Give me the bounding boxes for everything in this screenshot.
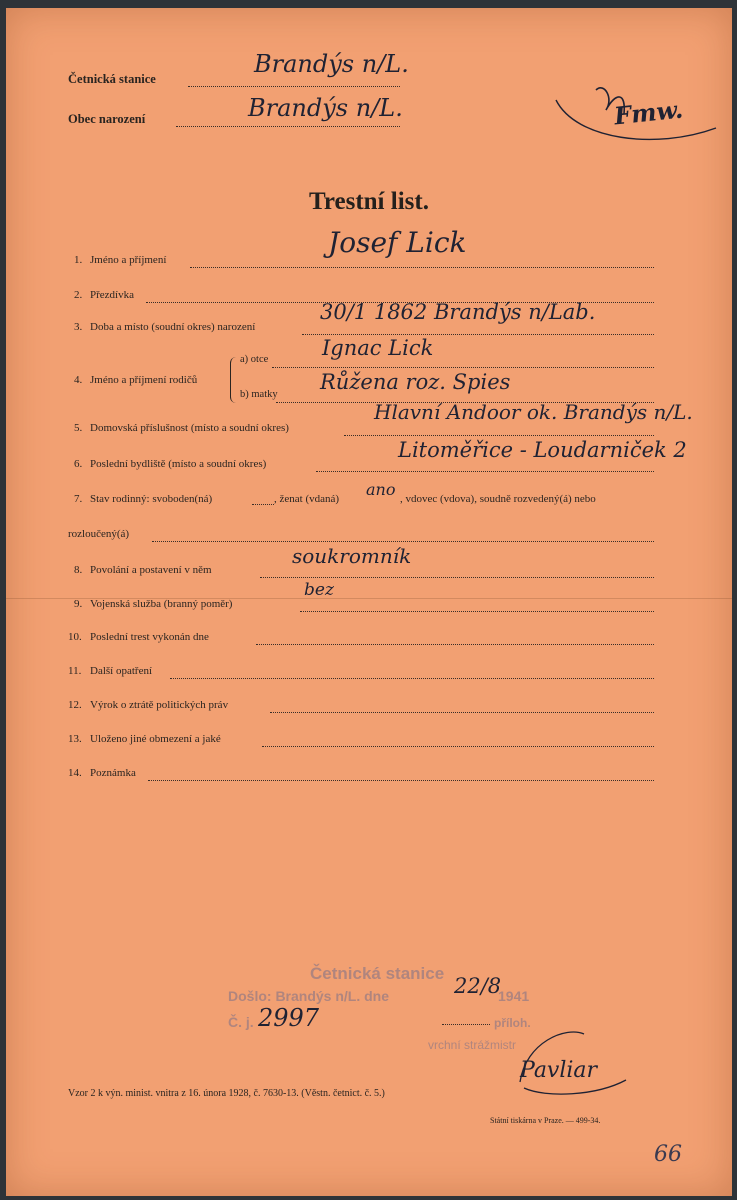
field-3-number: 3.	[74, 321, 83, 333]
field-4-label: Jméno a příjmení rodičů	[90, 374, 198, 386]
field-4-number: 4.	[74, 374, 83, 386]
field-13-number: 13.	[68, 733, 82, 745]
field-7-line-a	[252, 504, 274, 505]
birthplace-line	[176, 126, 400, 127]
corner-note: Fmw.	[612, 94, 685, 131]
field-11-number: 11.	[68, 665, 82, 677]
field-4b-label: b) matky	[240, 389, 278, 400]
field-4a-line	[272, 367, 654, 368]
field-8-line	[260, 577, 654, 578]
field-8-value: soukromník	[292, 544, 412, 568]
field-9-line	[300, 611, 654, 612]
field-7-value: ano	[366, 480, 396, 499]
birthplace-label: Obec narození	[68, 112, 146, 126]
field-7-number: 7.	[74, 493, 83, 505]
signature-flourish	[506, 1022, 636, 1102]
field-9-value: bez	[304, 580, 334, 600]
field-6-number: 6.	[74, 458, 83, 470]
field-14-label: Poznámka	[90, 767, 136, 779]
stamp-year: 1941	[498, 988, 530, 1004]
stamp-attachments-line	[442, 1024, 490, 1025]
stamp-line1: Četnická stanice	[310, 964, 445, 983]
field-12-label: Výrok o ztrátě politických práv	[90, 699, 229, 711]
stamp-cj-label: Č. j.	[228, 1014, 254, 1030]
birthplace-value: Brandýs n/L.	[248, 94, 403, 122]
parents-brace	[230, 357, 239, 403]
field-10-label: Poslední trest vykonán dne	[90, 631, 209, 643]
field-1-value: Josef Lick	[328, 226, 467, 259]
field-5-label: Domovská příslušnost (místo a soudní okres)	[90, 422, 289, 434]
field-12-number: 12.	[68, 699, 82, 711]
station-line	[188, 86, 400, 87]
field-5-line	[344, 435, 654, 436]
page-note: 66	[654, 1142, 682, 1167]
field-4a-label: a) otce	[240, 354, 269, 365]
field-7-label-c: , vdovec (vdova), soudně rozvedený(á) nebo	[400, 493, 596, 505]
field-13-line	[262, 746, 654, 747]
field-3-value: 30/1 1862 Brandýs n/Lab.	[320, 300, 596, 324]
field-5-number: 5.	[74, 422, 83, 434]
station-value: Brandýs n/L.	[254, 50, 409, 78]
field-4b-value: Růžena roz. Spies	[320, 370, 511, 394]
field-3-line	[302, 334, 654, 335]
document-page	[6, 8, 732, 1196]
field-10-number: 10.	[68, 631, 82, 643]
field-2-number: 2.	[74, 289, 83, 301]
printer-note: Státní tiskárna v Praze. — 499-34.	[490, 1116, 601, 1125]
officer-signature: Pavliar	[520, 1058, 598, 1083]
field-1-label: Jméno a příjmení	[90, 254, 167, 266]
form-template-note: Vzor 2 k výn. minist. vnitra z 16. února 1928, č. 7630-13. (Věstn. četnict. č. 5.)	[68, 1088, 385, 1099]
field-1-line	[190, 267, 654, 268]
field-6-value: Litoměřice - Loudarniček 2	[398, 438, 687, 462]
field-13-label: Uloženo jiné obmezení a jaké	[90, 733, 221, 745]
field-14-number: 14.	[68, 767, 82, 779]
field-11-label: Další opatření	[90, 665, 153, 677]
field-10-line	[256, 644, 654, 645]
field-7-line-b	[152, 541, 654, 542]
field-9-label: Vojenská služba (branný poměr)	[90, 598, 233, 610]
field-1-number: 1.	[74, 254, 83, 266]
field-6-line	[316, 471, 654, 472]
field-8-number: 8.	[74, 564, 83, 576]
stamp-date: 22/8	[454, 974, 502, 998]
field-7-label-line2: rozloučený(á)	[68, 528, 130, 540]
field-2-label: Přezdívka	[90, 289, 134, 301]
field-7-label-a: Stav rodinný: svoboden(ná)	[90, 493, 213, 505]
corner-scribble	[546, 70, 726, 150]
document-title: Trestní list.	[309, 188, 429, 215]
field-8-label: Povolání a postavení v něm	[90, 564, 212, 576]
field-11-line	[170, 678, 654, 679]
stamp-cj-value: 2997	[258, 1004, 320, 1032]
station-label: Četnická stanice	[68, 72, 156, 86]
field-12-line	[270, 712, 654, 713]
field-3-label: Doba a místo (soudní okres) narození	[90, 321, 256, 333]
stamp-line2: Došlo: Brandýs n/L. dne	[228, 988, 390, 1004]
field-7-label-b: , ženat (vdaná)	[274, 493, 340, 505]
field-9-number: 9.	[74, 598, 83, 610]
officer-title: vrchní strážmistr	[428, 1038, 517, 1052]
field-4a-value: Ignac Lick	[322, 336, 434, 360]
field-5-value: Hlavní Andoor ok. Brandýs n/L.	[374, 400, 693, 424]
stamp-attachments: příloh.	[494, 1016, 531, 1030]
field-14-line	[148, 780, 654, 781]
field-6-label: Poslední bydliště (místo a soudní okres)	[90, 458, 267, 470]
